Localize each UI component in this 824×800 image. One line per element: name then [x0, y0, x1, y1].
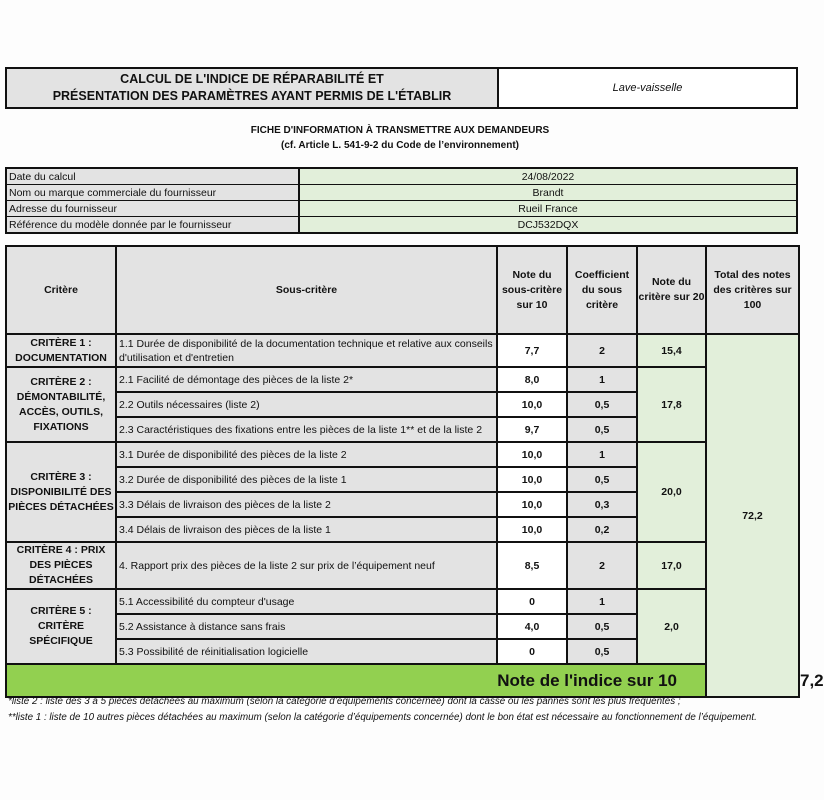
- subcriterion-label: 2.2 Outils nécessaires (liste 2): [116, 392, 497, 417]
- final-score-row: Note de l'indice sur 10 7,2: [6, 664, 799, 697]
- footnotes: [8, 694, 798, 726]
- total-score-100: 72,2: [706, 334, 799, 697]
- subcriterion-coef: 0,5: [567, 639, 637, 664]
- subcriterion-note: 7,7: [497, 334, 567, 367]
- subcriterion-coef: 0,2: [567, 517, 637, 542]
- subcriterion-label: 5.2 Assistance à distance sans frais: [116, 614, 497, 639]
- subcriterion-coef: 2: [567, 542, 637, 589]
- subcriterion-label: 2.3 Caractéristiques des fixations entre les pièces de la liste 1** et de la liste 2: [116, 417, 497, 442]
- subcriterion-coef: 0,3: [567, 492, 637, 517]
- subcriterion-note: 10,0: [497, 442, 567, 467]
- info-label: Date du calcul: [7, 169, 299, 185]
- header-critere: Critère: [6, 246, 116, 334]
- subcriterion-note: 10,0: [497, 467, 567, 492]
- info-value: 24/08/2022: [299, 169, 796, 185]
- subcriterion-note: 0: [497, 589, 567, 614]
- subcriterion-label: 3.3 Délais de livraison des pièces de la liste 2: [116, 492, 497, 517]
- criterion-1-score: 15,4: [637, 334, 706, 367]
- criterion-2-score: 17,8: [637, 367, 706, 442]
- fiche-line-2: (cf. Article L. 541-9-2 du Code de l’environnement): [280, 140, 519, 151]
- info-label: Adresse du fournisseur: [7, 201, 299, 217]
- criterion-2-label: CRITÈRE 2 : DÉMONTABILITÉ, ACCÈS, OUTILS, FIXATIONS: [6, 367, 116, 442]
- header-note-sous-critere: Note du sous-critère sur 10: [497, 246, 567, 334]
- subcriterion-note: 8,0: [497, 367, 567, 392]
- subcriterion-note: 4,0: [497, 614, 567, 639]
- criterion-3-label: CRITÈRE 3 : DISPONIBILITÉ DES PIÈCES DÉTACHÉES: [6, 442, 116, 542]
- subcriterion-coef: 0,5: [567, 417, 637, 442]
- table-row: [6, 542, 799, 589]
- fiche-line-1: FICHE D'INFORMATION À TRANSMETTRE AUX DEMANDEURS: [250, 125, 550, 136]
- criterion-5-label: CRITÈRE 5 : CRITÈRE SPÉCIFIQUE: [6, 589, 116, 664]
- table-row: [6, 334, 799, 367]
- subcriterion-coef: 1: [567, 367, 637, 392]
- criterion-5-score: 2,0: [637, 589, 706, 664]
- table-row: [6, 589, 799, 614]
- table-row: [6, 442, 799, 467]
- title-block: [5, 67, 798, 109]
- info-value: DCJ532DQX: [299, 217, 796, 233]
- subcriterion-label: 2.1 Facilité de démontage des pièces de la liste 2*: [116, 367, 497, 392]
- header-note-critere: Note du critère sur 20: [637, 246, 706, 334]
- title-line-2: PRÉSENTATION DES PARAMÈTRES AYANT PERMIS DE L'ÉTABLIR: [52, 89, 452, 103]
- product-category: Lave-vaisselle: [499, 69, 796, 107]
- info-row-address: [7, 201, 796, 217]
- header-total: Total des notes des critères sur 100: [706, 246, 799, 334]
- info-row-model: [7, 217, 796, 233]
- subcriterion-coef: 1: [567, 442, 637, 467]
- criterion-4-label: CRITÈRE 4 : PRIX DES PIÈCES DÉTACHÉES: [6, 542, 116, 589]
- subcriterion-note: 0: [497, 639, 567, 664]
- subcriterion-label: 5.1 Accessibilité du compteur d'usage: [116, 589, 497, 614]
- info-label: Référence du modèle donnée par le fournisseur: [7, 217, 299, 233]
- subcriterion-label: 3.4 Délais de livraison des pièces de la liste 1: [116, 517, 497, 542]
- final-score-label: Note de l'indice sur 10: [6, 664, 706, 697]
- info-value: Rueil France: [299, 201, 796, 217]
- subcriterion-coef: 0,5: [567, 467, 637, 492]
- subcriterion-coef: 2: [567, 334, 637, 367]
- subcriterion-label: 3.2 Durée de disponibilité des pièces de la liste 1: [116, 467, 497, 492]
- subcriterion-coef: 1: [567, 589, 637, 614]
- header-sous-critere: Sous-critère: [116, 246, 497, 334]
- subcriterion-note: 10,0: [497, 517, 567, 542]
- fiche-heading: [0, 123, 800, 153]
- subcriterion-label: 1.1 Durée de disponibilité de la documentation technique et relative aux conseils d'utilisation et d'entretien: [116, 334, 497, 367]
- info-row-brand: [7, 185, 796, 201]
- footnote-liste-2: *liste 2 : liste des 3 à 5 pièces détachées au maximum (selon la catégorie d’équipements concernée) dont la casse ou les pannes sont les plus fréquentes ;: [8, 696, 681, 707]
- info-value: Brandt: [299, 185, 796, 201]
- page-title: [7, 69, 499, 107]
- subcriterion-note: 10,0: [497, 492, 567, 517]
- subcriterion-coef: 0,5: [567, 392, 637, 417]
- header-coefficient: Coefficient du sous critère: [567, 246, 637, 334]
- subcriterion-note: 8,5: [497, 542, 567, 589]
- criterion-3-score: 20,0: [637, 442, 706, 542]
- subcriterion-note: 9,7: [497, 417, 567, 442]
- repairability-table: [5, 245, 824, 698]
- footnote-liste-1: **liste 1 : liste de 10 autres pièces détachées au maximum (selon la catégorie d’équipements concernée) dont le bon état est nécessaire au fonctionnement de l’équipement.: [8, 712, 757, 723]
- subcriterion-label: 5.3 Possibilité de réinitialisation logicielle: [116, 639, 497, 664]
- criterion-1-label: CRITÈRE 1 : DOCUMENTATION: [6, 334, 116, 367]
- criterion-4-score: 17,0: [637, 542, 706, 589]
- subcriterion-note: 10,0: [497, 392, 567, 417]
- subcriterion-coef: 0,5: [567, 614, 637, 639]
- table-header-row: [6, 246, 799, 334]
- info-row-date: [7, 169, 796, 185]
- table-row: [6, 367, 799, 392]
- subcriterion-label: 4. Rapport prix des pièces de la liste 2 sur prix de l’équipement neuf: [116, 542, 497, 589]
- supplier-info-table: [5, 167, 798, 234]
- subcriterion-label: 3.1 Durée de disponibilité des pièces de la liste 2: [116, 442, 497, 467]
- title-line-1: CALCUL DE L'INDICE DE RÉPARABILITÉ ET: [120, 72, 384, 86]
- info-label: Nom ou marque commerciale du fournisseur: [7, 185, 299, 201]
